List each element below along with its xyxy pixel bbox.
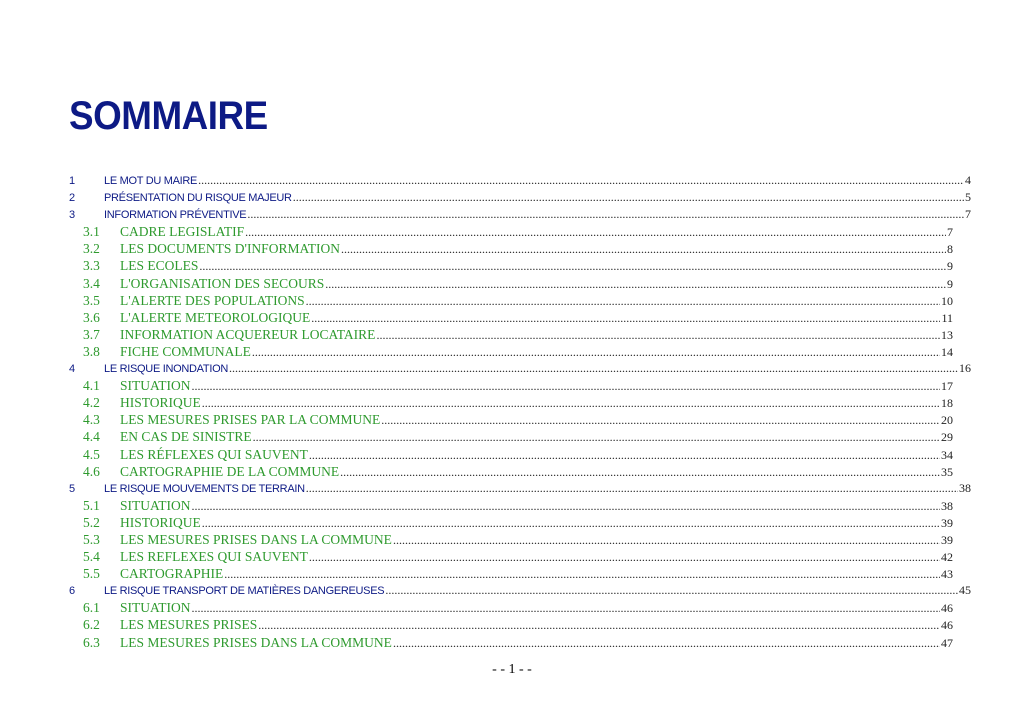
toc-entry[interactable] — [69, 481, 971, 498]
toc-entry-label[interactable]: LES ECOLES — [120, 258, 199, 274]
toc-leader-dots — [247, 207, 964, 222]
toc-leader-dots — [245, 225, 946, 240]
toc-entry-number: 3 — [69, 209, 75, 222]
toc-entry-number: 2 — [69, 192, 75, 205]
toc-leader-dots — [393, 533, 940, 548]
toc-leader-dots — [229, 361, 958, 376]
toc-entry-number: 4.1 — [83, 378, 100, 394]
toc-entry[interactable] — [69, 173, 971, 190]
toc-leader-dots — [306, 294, 940, 309]
page-number: - - 1 - - — [492, 662, 532, 677]
toc-entry-label[interactable]: CARTOGRAPHIE — [120, 566, 224, 582]
toc-entry[interactable] — [69, 498, 971, 515]
toc-leader-dots — [192, 379, 941, 394]
toc-leader-dots — [311, 311, 940, 326]
toc-leader-dots — [202, 396, 940, 411]
toc-leader-dots — [192, 601, 941, 616]
toc-entry-label[interactable]: LES MESURES PRISES DANS LA COMMUNE — [120, 634, 392, 650]
toc-entry[interactable] — [69, 447, 971, 464]
toc-entry-label[interactable]: FICHE COMMUNALE — [120, 343, 251, 359]
toc-entry[interactable] — [69, 412, 971, 429]
toc-entry-label[interactable]: LES MESURES PRISES DANS LA COMMUNE — [120, 531, 392, 547]
toc-entry-page: 38 — [959, 480, 971, 495]
toc-entry-number: 6 — [69, 585, 75, 598]
toc-leader-dots — [340, 465, 940, 480]
toc-entry-number: 5.5 — [83, 566, 100, 582]
toc-entry-label[interactable]: L'ALERTE METEOROLOGIQUE — [120, 309, 311, 325]
toc-entry-number: 5.1 — [83, 497, 100, 513]
toc-entry-label[interactable]: INFORMATION PRÉVENTIVE — [104, 209, 247, 222]
toc-entry-number: 6.1 — [83, 600, 100, 616]
toc-entry-number: 3.1 — [83, 224, 100, 240]
toc-entry-page: 38 — [941, 498, 953, 513]
toc-entry[interactable] — [69, 361, 971, 378]
toc-entry-number: 4 — [69, 363, 75, 376]
toc-entry-page: 9 — [947, 276, 953, 291]
toc-leader-dots — [252, 345, 940, 360]
toc-entry-page: 7 — [947, 225, 953, 240]
toc-entry-number: 3.6 — [83, 309, 100, 325]
toc-leader-dots — [325, 277, 946, 292]
toc-entry-number: 4.5 — [83, 446, 100, 462]
toc-entry[interactable] — [69, 617, 971, 634]
toc-leader-dots — [306, 481, 958, 496]
toc-entry-label[interactable]: LES REFLEXES QUI SAUVENT — [120, 549, 308, 565]
toc-entry[interactable] — [69, 515, 971, 532]
toc-entry[interactable] — [69, 258, 971, 275]
toc-entry-number: 3.4 — [83, 275, 100, 291]
toc-entry-number: 3.8 — [83, 343, 100, 359]
toc-entry[interactable] — [69, 293, 971, 310]
toc-entry-label[interactable]: SITUATION — [120, 600, 191, 616]
toc-entry-label[interactable]: PRÉSENTATION DU RISQUE MAJEUR — [104, 192, 292, 205]
toc-leader-dots — [224, 567, 940, 582]
toc-entry-number: 4.4 — [83, 429, 100, 445]
toc-entry[interactable] — [69, 207, 971, 224]
toc-leader-dots — [202, 516, 940, 531]
toc-entry[interactable] — [69, 190, 971, 207]
toc-entry[interactable] — [69, 241, 971, 258]
table-of-contents — [69, 173, 971, 652]
toc-entry-number: 3.7 — [83, 326, 100, 342]
toc-entry-page: 42 — [941, 550, 953, 565]
toc-entry-label[interactable]: LE RISQUE INONDATION — [104, 363, 228, 376]
toc-entry-label[interactable]: HISTORIQUE — [120, 395, 201, 411]
toc-entry[interactable] — [69, 224, 971, 241]
toc-entry-page: 35 — [941, 464, 953, 479]
toc-leader-dots — [192, 499, 941, 514]
toc-leader-dots — [309, 448, 940, 463]
toc-entry-number: 6.3 — [83, 634, 100, 650]
toc-leader-dots — [198, 173, 964, 188]
toc-entry[interactable] — [69, 378, 971, 395]
toc-entry-number: 5.2 — [83, 514, 100, 530]
toc-entry-page: 43 — [941, 567, 953, 582]
toc-entry[interactable] — [69, 429, 971, 446]
toc-entry[interactable] — [69, 464, 971, 481]
toc-entry-label[interactable]: LE RISQUE TRANSPORT DE MATIÈRES DANGEREUSES — [104, 585, 385, 598]
toc-entry-page: 17 — [941, 379, 953, 394]
toc-entry[interactable] — [69, 635, 971, 652]
toc-entry-label[interactable]: INFORMATION ACQUEREUR LOCATAIRE — [120, 326, 376, 342]
toc-entry-label[interactable]: L'ALERTE DES POPULATIONS — [120, 292, 305, 308]
toc-entry-number: 4.2 — [83, 395, 100, 411]
toc-leader-dots — [381, 413, 940, 428]
toc-entry-page: 11 — [941, 310, 953, 325]
toc-entry-label[interactable]: CARTOGRAPHIE DE LA COMMUNE — [120, 463, 340, 479]
toc-entry-number: 6.2 — [83, 617, 100, 633]
toc-entry-label[interactable]: LES MESURES PRISES — [120, 617, 258, 633]
toc-entry-label[interactable]: LES DOCUMENTS D'INFORMATION — [120, 241, 340, 257]
toc-entry-label[interactable]: L'ORGANISATION DES SECOURS — [120, 275, 325, 291]
toc-leader-dots — [258, 618, 940, 633]
toc-entry-page: 47 — [941, 635, 953, 650]
toc-entry-label[interactable]: HISTORIQUE — [120, 514, 201, 530]
toc-entry-page: 9 — [947, 259, 953, 274]
page-title: SOMMAIRE — [69, 94, 268, 138]
toc-entry-label[interactable]: LE MOT DU MAIRE — [104, 175, 198, 187]
toc-entry-page: 13 — [941, 327, 953, 342]
toc-entry-number: 4.6 — [83, 463, 100, 479]
toc-leader-dots — [341, 242, 946, 257]
toc-entry-number: 3.3 — [83, 258, 100, 274]
toc-entry[interactable] — [69, 600, 971, 617]
toc-entry-page: 34 — [941, 447, 953, 462]
toc-entry[interactable] — [69, 327, 971, 344]
toc-entry-page: 10 — [941, 293, 953, 308]
toc-entry-label[interactable]: LES MESURES PRISES PAR LA COMMUNE — [120, 412, 381, 428]
toc-entry-number: 5 — [69, 482, 75, 495]
toc-leader-dots — [309, 550, 940, 565]
toc-entry-page: 16 — [959, 361, 971, 376]
toc-entry-label[interactable]: CADRE LEGISLATIF — [120, 224, 245, 240]
toc-entry-label[interactable]: SITUATION — [120, 378, 191, 394]
toc-entry[interactable] — [69, 583, 971, 600]
toc-entry-page: 46 — [941, 618, 953, 633]
toc-entry[interactable] — [69, 549, 971, 566]
toc-entry-page: 20 — [941, 413, 953, 428]
toc-entry-page: 39 — [941, 532, 953, 547]
toc-entry-number: 4.3 — [83, 412, 100, 428]
toc-entry-label[interactable]: LE RISQUE MOUVEMENTS DE TERRAIN — [104, 482, 305, 495]
toc-leader-dots — [293, 190, 964, 205]
toc-leader-dots — [393, 636, 940, 651]
toc-entry-number: 3.2 — [83, 241, 100, 257]
toc-entry[interactable] — [69, 395, 971, 412]
toc-leader-dots — [253, 430, 940, 445]
toc-entry-page: 46 — [941, 601, 953, 616]
toc-entry-number: 3.5 — [83, 292, 100, 308]
toc-entry-number: 5.3 — [83, 531, 100, 547]
toc-entry-page: 18 — [941, 396, 953, 411]
toc-entry[interactable] — [69, 532, 971, 549]
toc-leader-dots — [385, 583, 958, 598]
toc-entry-label[interactable]: EN CAS DE SINISTRE — [120, 429, 252, 445]
toc-entry-page: 8 — [947, 242, 953, 257]
toc-entry-page: 14 — [941, 344, 953, 359]
toc-entry-number: 5.4 — [83, 549, 100, 565]
toc-entry-number: 1 — [69, 175, 75, 187]
toc-leader-dots — [376, 328, 940, 343]
toc-entry-label[interactable]: LES RÉFLEXES QUI SAUVENT — [120, 446, 308, 462]
toc-entry-page: 7 — [965, 207, 971, 222]
toc-entry-page: 4 — [965, 173, 971, 187]
toc-entry-page: 29 — [941, 430, 953, 445]
toc-entry-label[interactable]: SITUATION — [120, 497, 191, 513]
toc-entry-page: 39 — [941, 515, 953, 530]
toc-entry-page: 45 — [959, 583, 971, 598]
toc-entry[interactable] — [69, 310, 971, 327]
toc-entry[interactable] — [69, 566, 971, 583]
toc-entry[interactable] — [69, 344, 971, 361]
toc-leader-dots — [199, 259, 946, 274]
toc-entry[interactable] — [69, 276, 971, 293]
toc-entry-page: 5 — [965, 190, 971, 205]
